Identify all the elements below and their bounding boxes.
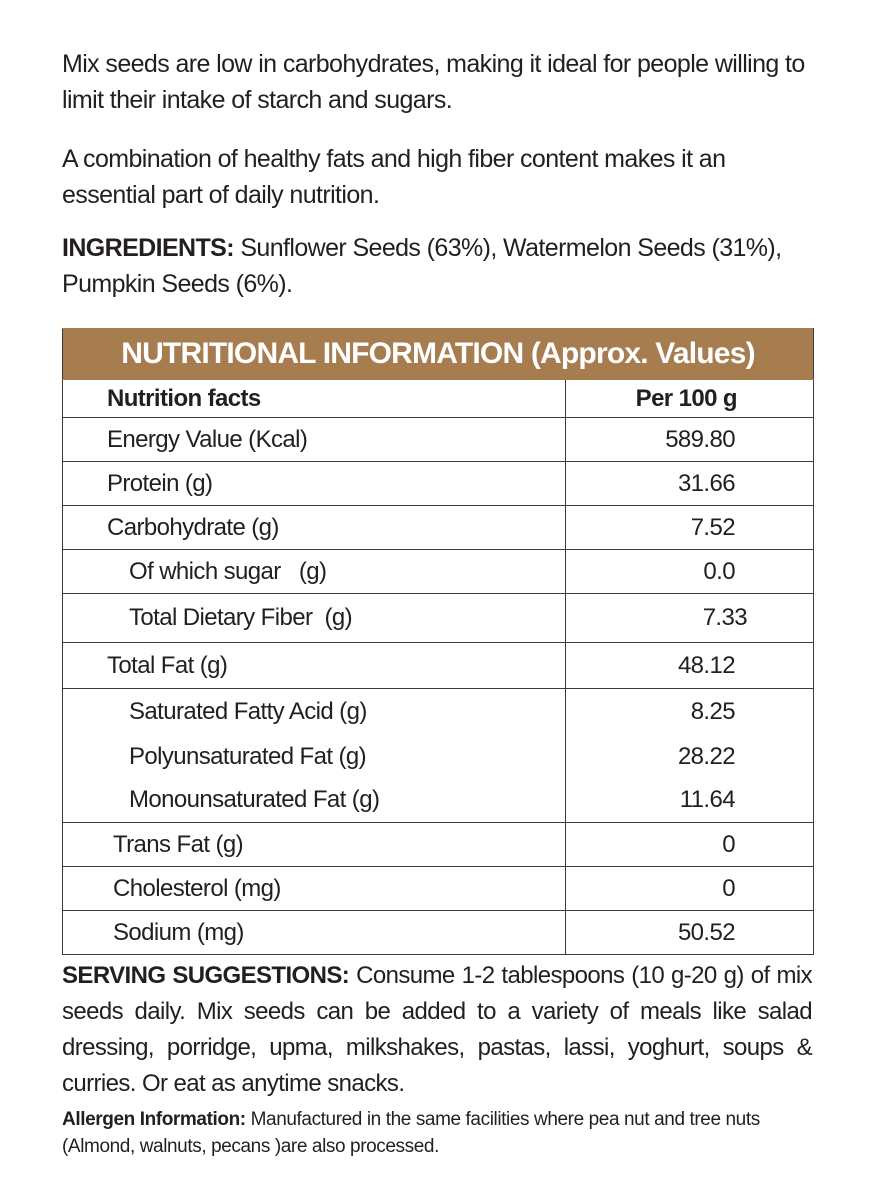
nutrient-name: Carbohydrate (g) [63, 506, 566, 550]
nutrient-value: 0 [566, 867, 814, 911]
nutrient-value: 0 [566, 823, 814, 867]
nutrient-value: 28.22 [566, 735, 814, 778]
nutrient-name: Total Fat (g) [63, 643, 566, 689]
nutrient-name: Protein (g) [63, 462, 566, 506]
ingredients-text: Sunflower Seeds (63%), Watermelon Seeds (31%), Pumpkin Seeds (6%). [62, 234, 782, 298]
col-per-100g: Per 100 g [566, 380, 814, 418]
table-row [63, 911, 814, 955]
ingredients-label: INGREDIENTS: [62, 234, 234, 262]
allergen-text: Manufactured in the same facilities where pea nut and tree nuts (Almond, walnuts, pecans )are also processed. [62, 1109, 760, 1157]
nutrient-name: Of which sugar (g) [63, 550, 566, 594]
allergen-label: Allergen Information: [62, 1109, 246, 1130]
nutrient-value: 8.25 [566, 689, 814, 736]
nutrient-name: Sodium (mg) [63, 911, 566, 955]
table-row [63, 778, 814, 823]
table-row [63, 418, 814, 462]
nutrient-value: 11.64 [566, 778, 814, 823]
table-row [63, 689, 814, 736]
nutrient-name: Monounsaturated Fat (g) [63, 778, 566, 823]
nutrient-value: 48.12 [566, 643, 814, 689]
nutrient-name: Trans Fat (g) [63, 823, 566, 867]
nutrient-value: 0.0 [566, 550, 814, 594]
nutrient-name: Total Dietary Fiber (g) [63, 594, 566, 643]
intro-healthy-fats: A combination of healthy fats and high fiber content makes it an essential part of daily nutrition. [62, 145, 726, 209]
col-nutrition-facts: Nutrition facts [63, 380, 566, 418]
table-row [63, 643, 814, 689]
table-row [63, 867, 814, 911]
nutrition-table [62, 328, 814, 955]
nutrient-name: Saturated Fatty Acid (g) [63, 689, 566, 736]
allergen-information [62, 1106, 822, 1160]
serving-suggestions [62, 958, 812, 1102]
table-row [63, 462, 814, 506]
nutrient-value: 7.33 [566, 594, 814, 643]
nutrition-title: NUTRITIONAL INFORMATION (Approx. Values) [63, 329, 814, 380]
table-row [63, 594, 814, 643]
nutrient-value: 7.52 [566, 506, 814, 550]
table-row [63, 550, 814, 594]
nutrient-value: 589.80 [566, 418, 814, 462]
table-row [63, 506, 814, 550]
table-row [63, 823, 814, 867]
ingredients [62, 230, 812, 302]
intro-low-carb: Mix seeds are low in carbohydrates, making it ideal for people willing to limit their intake of starch and sugars. [62, 50, 805, 114]
nutrient-value: 31.66 [566, 462, 814, 506]
serving-label: SERVING SUGGESTIONS: [62, 962, 350, 989]
nutrient-name: Polyunsaturated Fat (g) [63, 735, 566, 778]
nutrient-name: Cholesterol (mg) [63, 867, 566, 911]
nutrient-value: 50.52 [566, 911, 814, 955]
table-row [63, 735, 814, 778]
serving-text: Consume 1-2 tablespoons (10 g-20 g) of mix seeds daily. Mix seeds can be added to a variety of meals like salad dressing, porridge, upma, milkshakes, pastas, lassi, yoghurt, soups & curries. Or eat as anytime snacks. [62, 962, 812, 1097]
nutrient-name: Energy Value (Kcal) [63, 418, 566, 462]
